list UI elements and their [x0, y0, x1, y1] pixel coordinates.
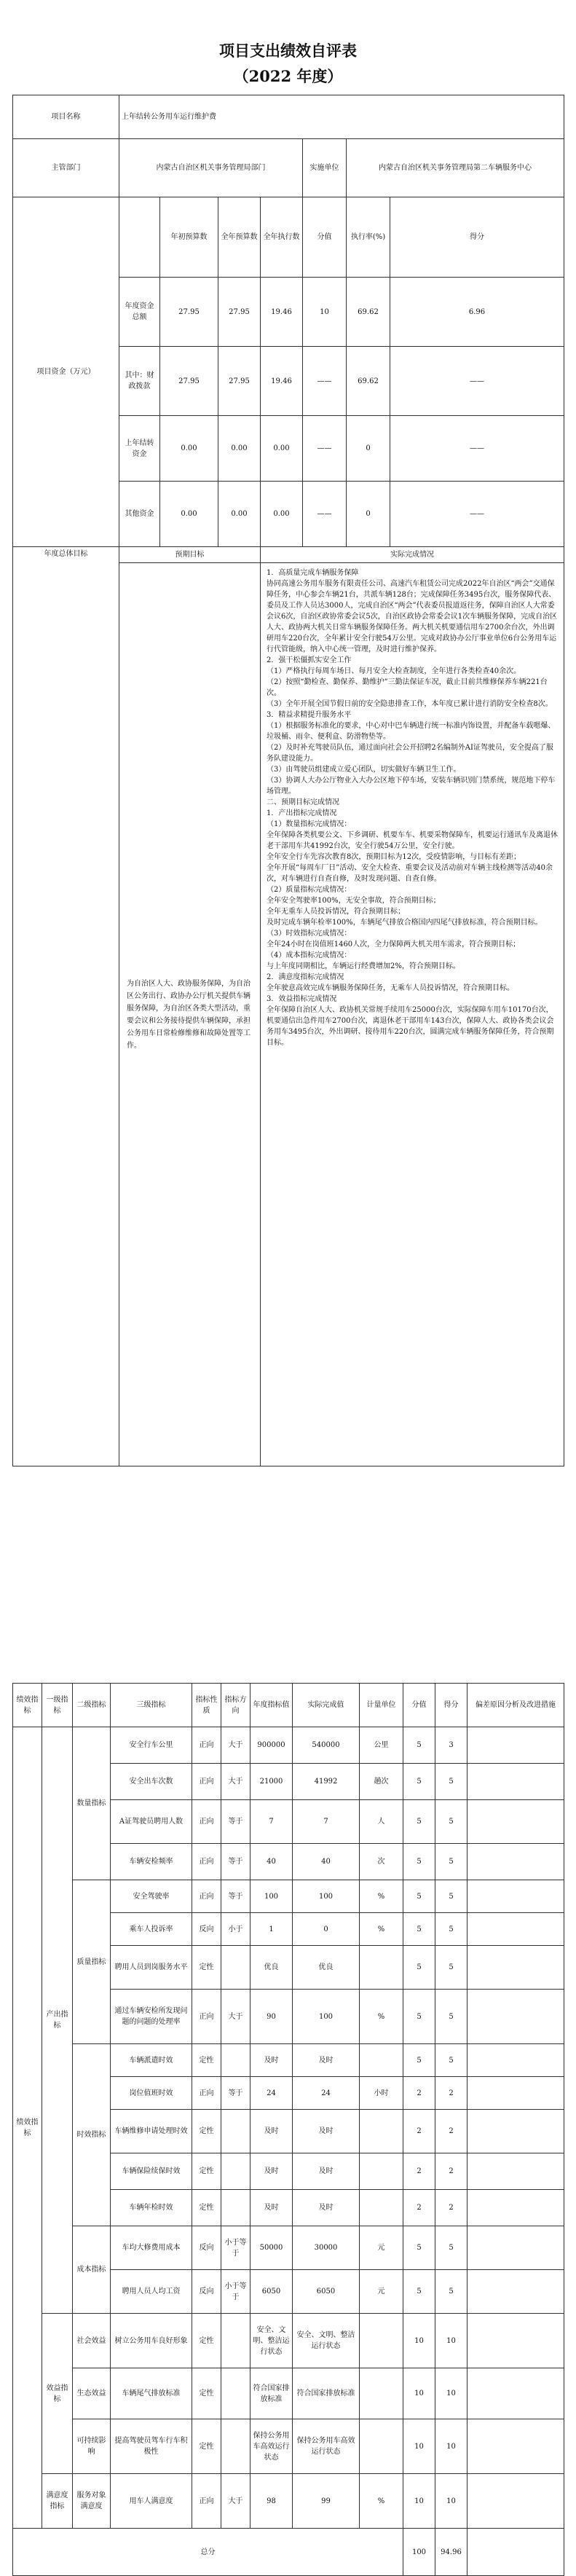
indicator-target: 50000 [250, 2226, 293, 2270]
indicator-unit [360, 1946, 403, 1990]
fund-header-1: 全年预算数 [218, 197, 261, 278]
indicator-dir: 大于 [221, 1990, 250, 2044]
indicator-score: 5 [403, 2044, 435, 2077]
indicator-score: 5 [403, 1946, 435, 1990]
indicator-name: 聘用人员人均工资 [111, 2270, 192, 2314]
eco-label: 生态效益 [73, 2368, 111, 2419]
indicator-actual: 30000 [293, 2226, 360, 2270]
indicator-nature: 定性 [192, 2419, 221, 2474]
indicator-score: 2 [403, 2153, 435, 2190]
project-name-label: 项目名称 [13, 95, 119, 139]
fund-cell: 27.95 [218, 278, 261, 347]
perf-header: 年度指标值 [250, 1684, 293, 1727]
indicator-actual: 0 [293, 1913, 360, 1946]
indicator-target: 及时 [250, 2110, 293, 2153]
total-score: 100 [403, 2529, 435, 2576]
page-title: 项目支出绩效自评表 [219, 42, 357, 60]
indicator-target: 及时 [250, 2044, 293, 2077]
indicator-note [467, 1844, 564, 1880]
fund-cell: —— [390, 482, 564, 547]
indicator-note [467, 2077, 564, 2110]
indicator-actual: 24 [293, 2077, 360, 2110]
perf-header: 计量单位 [360, 1684, 403, 1727]
goal-actual-line: （1）数量指标完成情况： [267, 820, 352, 828]
fund-cell: 10 [303, 278, 347, 347]
indicator-target: 90 [250, 1990, 293, 2044]
indicator-dir: 小于等于 [221, 2270, 250, 2314]
cost-label: 成本指标 [73, 2226, 111, 2314]
indicator-nature: 定性 [192, 2153, 221, 2190]
indicator-target: 24 [250, 2077, 293, 2110]
indicator-note [467, 2419, 564, 2474]
indicator-note [467, 2226, 564, 2270]
indicator-nature: 正向 [192, 2474, 221, 2529]
indicator-note [467, 1990, 564, 2044]
indicator-nature: 反向 [192, 1913, 221, 1946]
indicator-got: 5 [435, 1800, 467, 1844]
indicator-got: 3 [435, 1727, 467, 1764]
fund-cell: 27.95 [160, 278, 218, 347]
indicator-got: 10 [435, 2419, 467, 2474]
indicator-nature: 正向 [192, 1727, 221, 1764]
indicator-score: 5 [403, 1844, 435, 1880]
indicator-name: 通过车辆安检所发现问题的问题的处理率 [111, 1990, 192, 2044]
indicator-target: 7 [250, 1800, 293, 1844]
goal-actual-line: 与上年度同期相比，车辆运行经费增加2%，符合预期目标。 [267, 962, 460, 970]
page-subtitle: （2022 年度） [233, 67, 343, 85]
fund-cell: —— [303, 347, 347, 416]
fund-cell: 19.46 [261, 278, 303, 347]
indicator-got: 2 [435, 2077, 467, 2110]
indicator-unit: % [360, 2474, 403, 2529]
goal-actual-line: 全年驶意高效完成车辆服务保障任务，无乘车人员投诉情况，符合预期目标。 [267, 984, 514, 992]
indicator-dir [221, 1946, 250, 1990]
indicator-dir [221, 2110, 250, 2153]
indicator-got: 5 [435, 2270, 467, 2314]
effect-label: 效益指标 [42, 2314, 73, 2474]
indicator-target: 符合国家排放标准 [250, 2368, 293, 2419]
indicator-nature: 正向 [192, 1990, 221, 2044]
indicator-score: 5 [403, 1880, 435, 1913]
info-table [12, 95, 564, 1466]
indicator-unit [360, 2419, 403, 2474]
indicator-nature: 定性 [192, 2110, 221, 2153]
indicator-actual: 7 [293, 1800, 360, 1844]
indicator-actual: 及时 [293, 2044, 360, 2077]
goal-actual-line: （2）按照“勤检查、勤保养、勤维护”三勤法保证车况，截止目前共维修保养车辆221台次。 [267, 678, 548, 697]
indicator-got: 2 [435, 2190, 467, 2226]
indicator-got: 2 [435, 2153, 467, 2190]
perf-header: 绩效指标 [13, 1684, 42, 1727]
indicator-unit [360, 2190, 403, 2226]
goal-actual-line: （3）协调人大办公厅物业入大办公区地下停车场，安装车辆识别门禁系统，规范地下停车场管理。 [267, 777, 556, 796]
indicator-target: 6050 [250, 2270, 293, 2314]
indicator-note [467, 1727, 564, 1764]
fund-cell: 0.00 [160, 416, 218, 482]
indicator-name: 车辆安检频率 [111, 1844, 192, 1880]
indicator-score: 5 [403, 1800, 435, 1844]
indicator-dir [221, 2368, 250, 2419]
indicator-target: 保持公务用车高效运行状态 [250, 2419, 293, 2474]
indicator-dir [221, 2044, 250, 2077]
indicator-unit: % [360, 1913, 403, 1946]
indicator-unit [360, 2110, 403, 2153]
indicator-score: 5 [403, 1913, 435, 1946]
goal-actual-line: 1．高质量完成车辆服务保障 [267, 569, 359, 577]
quality-label: 质量指标 [73, 1880, 111, 2044]
goal-label: 年度总体目标 [13, 547, 119, 1466]
indicator-actual: 及时 [293, 2190, 360, 2226]
fund-cell: —— [390, 416, 564, 482]
indicator-unit [360, 2044, 403, 2077]
indicator-name: 车辆派遣时效 [111, 2044, 192, 2077]
indicator-note [467, 1880, 564, 1913]
indicator-nature: 定性 [192, 1946, 221, 1990]
goal-actual-label: 实际完成情况 [261, 547, 564, 563]
indicator-name: 车辆年检时效 [111, 2190, 192, 2226]
perf-header: 实际完成值 [293, 1684, 360, 1727]
indicator-got: 5 [435, 1844, 467, 1880]
indicator-got: 10 [435, 2368, 467, 2419]
goal-actual-line: 全年保障各类机要公文、下乡调研、机要车车、机要采物保障车，机要运行通讯车及离退休老干部用车共41992台次，安全行驶54万公里，安全行驶。 [267, 831, 558, 850]
perf-header: 指标方向 [221, 1684, 250, 1727]
goal-actual-line: 2．强干松僵抓实安全工作 [267, 656, 352, 664]
indicator-name: A证驾驶员聘用人数 [111, 1800, 192, 1844]
indicator-note [467, 1800, 564, 1844]
output-label: 产出指标 [42, 1727, 73, 2314]
goal-actual-line: 全年安全行车先容次教育8次，预期目标为12次，受疫情影响，与目标有差距； [267, 853, 521, 861]
indicator-note [467, 2044, 564, 2077]
goal-actual-line: 全年安全驾驶率100%，无安全事故，符合预期目标； [267, 897, 441, 905]
indicator-unit: % [360, 1880, 403, 1913]
indicator-name: 岗位值班时效 [111, 2077, 192, 2110]
perf-header: 三级指标 [111, 1684, 192, 1727]
indicator-actual: 100 [293, 1880, 360, 1913]
perf-header: 指标性质 [192, 1684, 221, 1727]
social-label: 社会效益 [73, 2314, 111, 2368]
indicator-note [467, 2368, 564, 2419]
goal-actual-line: 及时完成车辆年检率100%，车辆尾气排放合格国内四尾气排放标准，符合预期目标。 [267, 919, 543, 927]
fund-header-4: 执行率(%) [347, 197, 390, 278]
indicator-nature: 定性 [192, 2314, 221, 2368]
goal-actual-line: 2．满意度指标完成情况 [267, 973, 344, 981]
goal-actual-line: 二、预期目标完成情况 [267, 798, 339, 806]
goal-actual-line: （1）根据服务标准化的要求，中心对中巴车辆进行统一标准内饰设置，并配备车载嗯爆、垃圾桶、雨伞、便利盒、防滑物垫等。 [267, 722, 556, 741]
indicator-name: 乘车人投诉率 [111, 1913, 192, 1946]
indicator-nature: 定性 [192, 2044, 221, 2077]
indicator-nature: 正向 [192, 1880, 221, 1913]
fund-label: 项目资金（万元） [13, 197, 119, 547]
indicator-score: 5 [403, 1764, 435, 1800]
perf-header: 得分 [435, 1684, 467, 1727]
indicator-score: 2 [403, 2077, 435, 2110]
indicator-unit: 元 [360, 2226, 403, 2270]
timeliness-label: 时效指标 [73, 2044, 111, 2226]
indicator-unit [360, 2368, 403, 2419]
indicator-unit: 人 [360, 1800, 403, 1844]
indicator-nature: 定性 [192, 2190, 221, 2226]
indicator-score: 5 [403, 2270, 435, 2314]
fund-row-name: 上年结转资金 [119, 416, 160, 482]
indicator-score: 5 [403, 2226, 435, 2270]
indicator-target: 98 [250, 2474, 293, 2529]
indicator-actual: 41992 [293, 1764, 360, 1800]
indicator-got: 5 [435, 2044, 467, 2077]
quantity-label: 数量指标 [73, 1727, 111, 1880]
indicator-dir [221, 2314, 250, 2368]
indicator-got: 10 [435, 2474, 467, 2529]
fund-cell: 0 [347, 416, 390, 482]
indicator-got: 2 [435, 2110, 467, 2153]
indicator-got: 5 [435, 2226, 467, 2270]
fund-row-name: 年度资金总额 [119, 278, 160, 347]
indicator-got: 5 [435, 1946, 467, 1990]
goal-actual-line: 全年24小时在岗值班1460人次，全力保障两大机关用车需求，符合预期目标； [267, 941, 521, 949]
indicator-note [467, 2153, 564, 2190]
indicator-dir: 小于 [221, 1913, 250, 1946]
fund-cell: 0 [347, 482, 390, 547]
goal-actual-line: （4）成本指标完成情况： [267, 951, 352, 959]
fund-cell: —— [303, 482, 347, 547]
indicator-name: 提高驾驶员驾车行车积极性 [111, 2419, 192, 2474]
indicator-note [467, 2314, 564, 2368]
indicator-name: 树立公务用车良好形象 [111, 2314, 192, 2368]
fund-cell: 0.00 [261, 482, 303, 547]
indicator-name: 聘用人员到岗服务水平 [111, 1946, 192, 1990]
fund-row-name: 其中：财政拨款 [119, 347, 160, 416]
satisfaction-label: 满意度指标 [42, 2474, 73, 2529]
fund-cell: 69.62 [347, 347, 390, 416]
perf-header: 一级指标 [42, 1684, 73, 1727]
fund-cell: 6.96 [390, 278, 564, 347]
perf-header: 偏差原因分析及改进措施 [467, 1684, 564, 1727]
indicator-score: 10 [403, 2368, 435, 2419]
indicator-actual: 及时 [293, 2110, 360, 2153]
indicator-got: 5 [435, 1913, 467, 1946]
goal-actual-line: 全年无重车人员投诉情况，符合预期目标； [267, 908, 405, 916]
indicator-nature: 定性 [192, 2368, 221, 2419]
indicator-got: 5 [435, 1880, 467, 1913]
indicator-dir: 等于 [221, 1800, 250, 1844]
indicator-actual: 保持公务用车高效运行状态 [293, 2419, 360, 2474]
indicator-note [467, 2270, 564, 2314]
indicator-actual: 100 [293, 1990, 360, 2044]
indicator-actual: 6050 [293, 2270, 360, 2314]
indicator-nature: 正向 [192, 1764, 221, 1800]
indicator-name: 车辆保险续保时效 [111, 2153, 192, 2190]
indicator-name: 用车人满意度 [111, 2474, 192, 2529]
goal-actual-line: 协同高速公务用车服务有限责任公司、高速汽车租赁公司完成2022年自治区“两会”交通保障任务，中心参会车辆21台，共派车辆128台；完成保障任务3495台次，服务保障代表、委员及工作人员达3000人，完成自治区“两会”代表委员报道返往务，保障自治区人大常委会议6次，自治区政协常委会议5次，自治区政协会常委会议1次车辆服务保障，完成自治区人大、政协两大机关日常车辆服务保障任务。两大机关机要通信用车2700余台次，外出调研用车220台次，全年累计安全行驶54万公里。完成对政协办公厅事业单位6台公务用车运行代管能级，纳入中心统一管理，及时进行维护保养。 [267, 580, 558, 653]
impl-value: 内蒙古自治区机关事务管理局第二车辆服务中心 [347, 139, 564, 197]
fund-row-name: 其他资金 [119, 482, 160, 547]
fund-cell: 0.00 [261, 416, 303, 482]
indicator-actual: 99 [293, 2474, 360, 2529]
indicator-note [467, 1913, 564, 1946]
goal-actual-line: （2）质量指标完成情况： [267, 886, 352, 894]
project-name: 上年结转公务用车运行维护费 [119, 95, 564, 139]
indicator-target: 安全、文明、整洁运行状态 [250, 2314, 293, 2368]
indicator-name: 车辆维修申请处理时效 [111, 2110, 192, 2153]
total-label: 总分 [13, 2529, 403, 2576]
indicator-score: 2 [403, 2190, 435, 2226]
impl-label: 实施单位 [303, 139, 347, 197]
fund-cell: 69.62 [347, 278, 390, 347]
indicator-unit: 小时 [360, 2077, 403, 2110]
goal-actual-line: （3）时效指标完成情况： [267, 930, 352, 938]
fund-header-2: 全年执行数 [261, 197, 303, 278]
indicator-dir: 大于 [221, 1727, 250, 1764]
indicator-nature: 反向 [192, 2226, 221, 2270]
indicator-name: 安全出车次数 [111, 1764, 192, 1800]
goal-actual-line: 全年开展“每周车厂日”活动、安全大检查、重要会议及活动前对车辆主线检测等活动40余次，对车辆进行自查自修，及时发现问题、自查自修。 [267, 864, 553, 883]
goal-expected: 为自治区人大、政协服务保障，为自治区公务出行、政协办公厅机关提供车辆服务保障，为自治区各类大型活动，重要会议和公务接待提供车辆保障，承担公务用车日常检修维修和故障处置等工作。 [119, 563, 261, 1466]
fund-cell: —— [303, 416, 347, 482]
indicator-dir [221, 2153, 250, 2190]
indicator-got: 5 [435, 1764, 467, 1800]
goal-actual-line: （3）由驾驶员组建成立爱心团队，切实做好车辆卫生工作。 [267, 766, 461, 774]
indicator-actual: 及时 [293, 2153, 360, 2190]
indicator-score: 5 [403, 1727, 435, 1764]
indicator-note [467, 2110, 564, 2153]
indicator-target: 900000 [250, 1727, 293, 1764]
dept-value: 内蒙古自治区机关事务管理局部门 [119, 139, 303, 197]
indicator-dir: 大于 [221, 1764, 250, 1800]
indicator-unit: 元 [360, 2270, 403, 2314]
dept-label: 主管部门 [13, 139, 119, 197]
sustain-label: 可持续影响 [73, 2419, 111, 2474]
indicator-unit [360, 2153, 403, 2190]
indicator-note [467, 2474, 564, 2529]
indicator-score: 2 [403, 2110, 435, 2153]
fund-cell: 0.00 [218, 416, 261, 482]
goal-actual-line: （2）及时补充驾驶员队伍，通过面向社会公开招聘2名编制外AI证驾驶员，安全提高了服务队建设能力。 [267, 744, 553, 763]
fund-header-3: 分值 [303, 197, 347, 278]
indicator-name: 车均大修费用成本 [111, 2226, 192, 2270]
goal-actual-line: 全年保障自治区人大、政协机关常规手续用车25000台次，实际保障车用车10170台次，机要通信出急件用车2700台次，离退休老干部用车143台次，保障人大、政协各类会议会务用车3495台次，外出调研、接待用车220台次，圆满完成车辆服务保障任务，符合预期目标。 [267, 1006, 554, 1047]
indicator-name: 车辆尾气排放标准 [111, 2368, 192, 2419]
indicator-target: 优良 [250, 1946, 293, 1990]
service-label: 服务对象满意度 [73, 2474, 111, 2529]
indicator-note [467, 2190, 564, 2226]
fund-header-5: 得分 [390, 197, 564, 278]
indicator-actual: 安全、文明、整洁运行状态 [293, 2314, 360, 2368]
fund-cell: 27.95 [218, 347, 261, 416]
indicator-nature: 正向 [192, 2077, 221, 2110]
fund-cell: 19.46 [261, 347, 303, 416]
indicator-dir [221, 2190, 250, 2226]
indicator-dir: 等于 [221, 2077, 250, 2110]
indicator-nature: 正向 [192, 1800, 221, 1844]
goal-actual-line: （1）严格执行每周车场日、每月安全大检查制度，全年进行各类检查40余次。 [267, 667, 521, 675]
indicator-dir: 等于 [221, 1844, 250, 1880]
indicator-actual: 符合国家排放标准 [293, 2368, 360, 2419]
indicator-unit: 趟次 [360, 1764, 403, 1800]
indicator-target: 1 [250, 1913, 293, 1946]
indicator-note [467, 1946, 564, 1990]
indicator-target: 及时 [250, 2190, 293, 2226]
indicator-score: 10 [403, 2419, 435, 2474]
indicator-nature: 正向 [192, 1844, 221, 1880]
goal-actual-line: 3．效益指标完成情况 [267, 995, 337, 1003]
perf-header: 二级指标 [73, 1684, 111, 1727]
indicator-unit: 公里 [360, 1727, 403, 1764]
goal-actual-line: 1．产出指标完成情况 [267, 809, 337, 817]
indicator-nature: 反向 [192, 2270, 221, 2314]
indicator-target: 及时 [250, 2153, 293, 2190]
indicator-actual: 40 [293, 1844, 360, 1880]
indicator-target: 40 [250, 1844, 293, 1880]
perf-header: 分值 [403, 1684, 435, 1727]
indicator-score: 10 [403, 2474, 435, 2529]
indicator-actual: 540000 [293, 1727, 360, 1764]
indicator-got: 5 [435, 1990, 467, 2044]
indicator-note [467, 1764, 564, 1800]
indicator-score: 5 [403, 1990, 435, 2044]
indicator-unit: % [360, 1990, 403, 2044]
fund-cell: 0.00 [160, 482, 218, 547]
indicator-unit: 次 [360, 1844, 403, 1880]
fund-header-0: 年初预算数 [160, 197, 218, 278]
fund-cell: —— [390, 347, 564, 416]
goal-actual-line: 3．精益求精提升服务水平 [267, 711, 352, 719]
indicator-name: 安全驾驶率 [111, 1880, 192, 1913]
indicator-dir [221, 2419, 250, 2474]
indicator-dir: 等于 [221, 1880, 250, 1913]
fund-header-blank [119, 197, 160, 278]
goal-expected-label: 预期目标 [119, 547, 261, 563]
perf-table [12, 1683, 564, 2576]
goal-actual-line: （3）全年开展全国节假日前的安全隐患排查工作，本年度已累计进行消防安全检查8次。 [267, 700, 553, 708]
fund-cell: 27.95 [160, 347, 218, 416]
indicator-score: 10 [403, 2314, 435, 2368]
indicator-dir: 小于等于 [221, 2226, 250, 2270]
indicator-dir: 大于 [221, 2474, 250, 2529]
indicator-name: 安全行车公里 [111, 1727, 192, 1764]
perf-top-label: 绩效指标 [13, 1727, 42, 2529]
indicator-target: 21000 [250, 1764, 293, 1800]
goal-actual [261, 563, 564, 1466]
indicator-unit [360, 2314, 403, 2368]
total-got: 94.96 [435, 2529, 467, 2576]
indicator-actual: 优良 [293, 1946, 360, 1990]
fund-cell: 0.00 [218, 482, 261, 547]
indicator-target: 100 [250, 1880, 293, 1913]
total-note [467, 2529, 564, 2576]
indicator-got: 10 [435, 2314, 467, 2368]
